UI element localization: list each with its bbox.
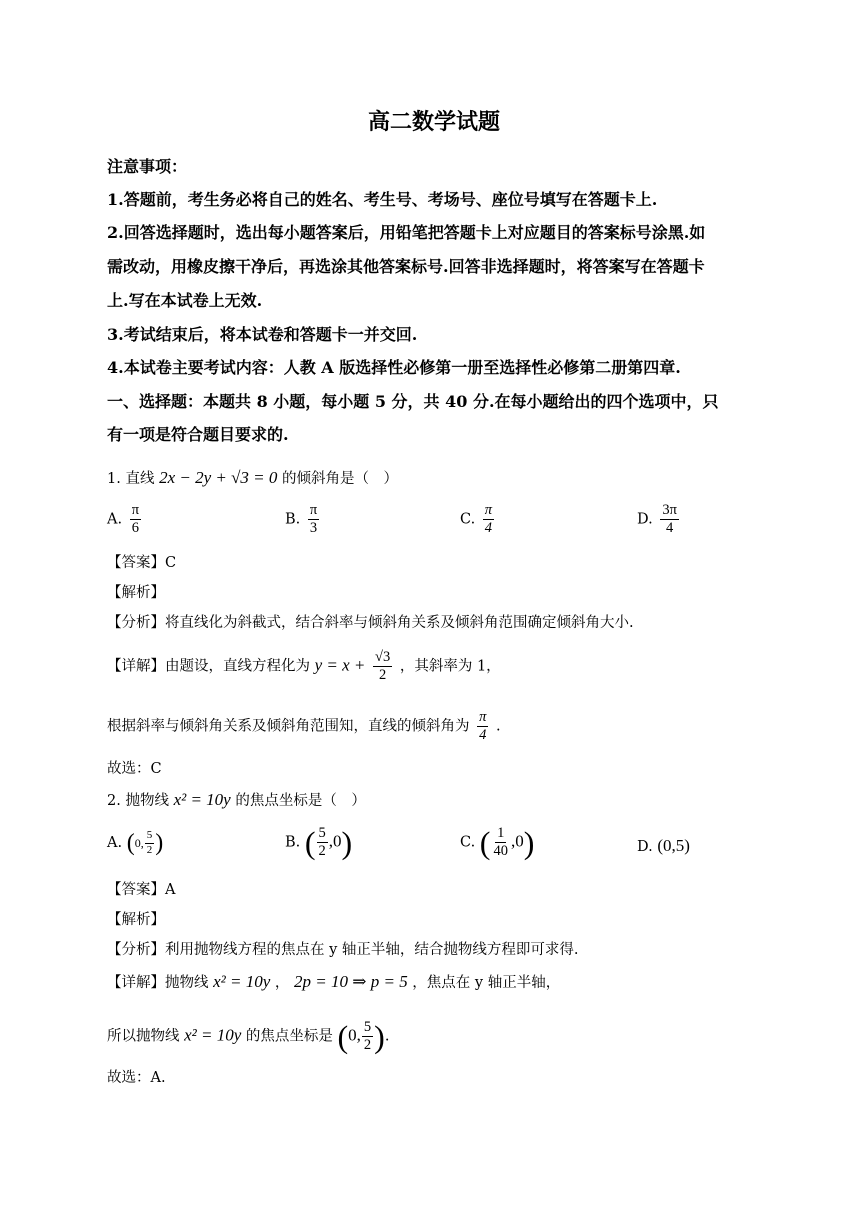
question-1-conclusion <box>107 710 501 743</box>
question-1-prefix: 1. 直线 <box>107 471 155 487</box>
conclusion-equation: x² = 10y <box>184 1025 242 1045</box>
option-label: C. <box>460 511 476 528</box>
page-title: 高二数学试题 <box>367 109 500 135</box>
option-text: (0,5) <box>657 836 690 855</box>
conclusion-text: 0, <box>348 1025 361 1045</box>
question-1-analysis: 【分析】将直线化为斜截式，结合斜率与倾斜角关系及倾斜角范围确定倾斜角大小. <box>107 615 634 631</box>
option-label: D. <box>637 839 653 855</box>
question-1-suffix: 的倾斜角是（ ） <box>282 471 399 487</box>
fraction-numerator: π <box>308 503 319 520</box>
conclusion-suffix: . <box>384 1028 390 1045</box>
conclusion-suffix: . <box>495 718 501 735</box>
option-label: A. <box>107 835 123 852</box>
note-2-line-2: 需改动，用橡皮擦干净后，再选涂其他答案标号.回答非选择题时，将答案写在答题卡 <box>107 257 705 276</box>
fraction-numerator: √3 <box>373 650 392 667</box>
option-fraction <box>660 503 679 536</box>
note-2-line-1: 2.回答选择题时，选出每小题答案后，用铅笔把答题卡上对应题目的答案标号涂黑.如 <box>107 223 706 242</box>
option-fraction <box>483 503 494 536</box>
option-label: B. <box>285 511 301 528</box>
right-paren: ) <box>523 824 535 861</box>
question-1-choice: 故选：C <box>107 761 162 777</box>
notes-heading: 注意事项： <box>107 157 188 176</box>
question-1-stem <box>107 468 398 489</box>
detail-equation-2: 2p = 10 ⇒ p = 5 <box>294 972 408 991</box>
detail-prefix: 【详解】由题设，直线方程化为 <box>107 658 310 675</box>
question-1-jiexi: 【解析】 <box>107 585 165 601</box>
fraction-denominator: 4 <box>479 727 487 744</box>
fraction-numerator: π <box>130 503 141 520</box>
question-2-option-d <box>637 836 690 856</box>
right-paren: ) <box>341 824 353 861</box>
detail-separator: ， <box>274 975 290 991</box>
fraction-numerator: 5 <box>145 830 155 844</box>
right-paren: ) <box>374 1018 385 1055</box>
fraction-numerator: 5 <box>317 826 328 843</box>
option-fraction <box>491 826 510 859</box>
conclusion-middle: 的焦点坐标是 <box>245 1028 333 1045</box>
question-2-jiexi: 【解析】 <box>107 912 165 928</box>
option-label: C. <box>460 834 476 851</box>
option-fraction <box>317 826 328 859</box>
detail-equation-1: x² = 10y <box>213 972 271 991</box>
fraction-denominator: 4 <box>484 520 493 537</box>
question-1-detail <box>107 650 501 683</box>
option-label: B. <box>285 834 301 851</box>
option-fraction <box>130 503 141 536</box>
conclusion-fraction <box>477 710 488 743</box>
detail-suffix: ，焦点在 y 轴正半轴， <box>412 975 561 991</box>
detail-prefix: 【详解】抛物线 <box>107 975 209 991</box>
option-text: ,0 <box>510 831 524 851</box>
question-1-option-a <box>107 503 144 536</box>
detail-fraction <box>373 650 392 683</box>
left-paren: ( <box>337 1018 349 1055</box>
conclusion-prefix: 所以抛物线 <box>107 1028 180 1045</box>
question-1-equation: 2x − 2y + √3 = 0 <box>159 468 278 487</box>
option-fraction <box>145 830 155 856</box>
left-paren: ( <box>304 824 316 861</box>
detail-suffix: ，其斜率为 1， <box>399 658 501 675</box>
left-paren: ( <box>126 830 135 857</box>
left-paren: ( <box>479 824 491 861</box>
section-heading-line-1: 一、选择题：本题共 8 小题，每小题 5 分，共 40 分.在每小题给出的四个选项中，只 <box>107 392 719 411</box>
fraction-denominator: 2 <box>379 667 387 684</box>
question-1-answer: 【答案】C <box>107 555 177 571</box>
question-2-stem <box>107 790 366 811</box>
note-1: 1.答题前，考生务必将自己的姓名、考生号、考场号、座位号填写在答题卡上. <box>107 190 658 209</box>
fraction-denominator: 4 <box>665 520 674 537</box>
fraction-numerator: π <box>483 503 494 520</box>
fraction-denominator: 40 <box>493 843 508 860</box>
option-label: D. <box>637 511 653 528</box>
conclusion-prefix: 根据斜率与倾斜角关系及倾斜角范围知，直线的倾斜角为 <box>107 718 470 735</box>
note-2-line-3: 上.写在本试卷上无效. <box>107 291 263 310</box>
question-2-answer: 【答案】A <box>107 882 176 898</box>
option-text: ,0 <box>328 831 342 851</box>
question-2-equation: x² = 10y <box>173 790 231 809</box>
conclusion-fraction <box>362 1020 373 1053</box>
question-1-option-d <box>637 503 682 536</box>
question-2-prefix: 2. 抛物线 <box>107 793 169 809</box>
fraction-numerator: 3π <box>660 503 679 520</box>
question-2-option-b <box>285 826 352 859</box>
fraction-numerator: 1 <box>495 826 506 843</box>
note-3: 3.考试结束后，将本试卷和答题卡一并交回. <box>107 325 418 344</box>
question-2-suffix: 的焦点坐标是（ ） <box>235 793 366 809</box>
option-text: 0, <box>134 836 144 851</box>
fraction-denominator: 3 <box>309 520 318 537</box>
question-2-choice: 故选：A. <box>107 1070 166 1086</box>
question-1-option-c <box>460 503 497 536</box>
detail-formula: y = x + <box>314 655 366 675</box>
question-1-option-b <box>285 503 322 536</box>
question-2-conclusion <box>107 1020 389 1053</box>
section-heading-line-2: 有一项是符合题目要求的. <box>107 425 289 444</box>
question-2-analysis: 【分析】利用抛物线方程的焦点在 y 轴正半轴，结合抛物线方程即可求得. <box>107 942 579 958</box>
fraction-denominator: 2 <box>363 1037 372 1054</box>
fraction-numerator: 5 <box>362 1020 373 1037</box>
fraction-denominator: 2 <box>146 843 153 856</box>
question-2-option-a <box>107 830 163 856</box>
option-fraction <box>308 503 319 536</box>
right-paren: ) <box>155 830 164 857</box>
fraction-numerator: π <box>477 710 488 727</box>
option-label: A. <box>107 511 123 528</box>
question-2-detail <box>107 972 560 993</box>
fraction-denominator: 2 <box>318 843 326 860</box>
fraction-denominator: 6 <box>131 520 139 537</box>
note-4: 4.本试卷主要考试内容：人教 A 版选择性必修第一册至选择性必修第二册第四章. <box>107 358 681 377</box>
question-2-option-c <box>460 826 534 859</box>
